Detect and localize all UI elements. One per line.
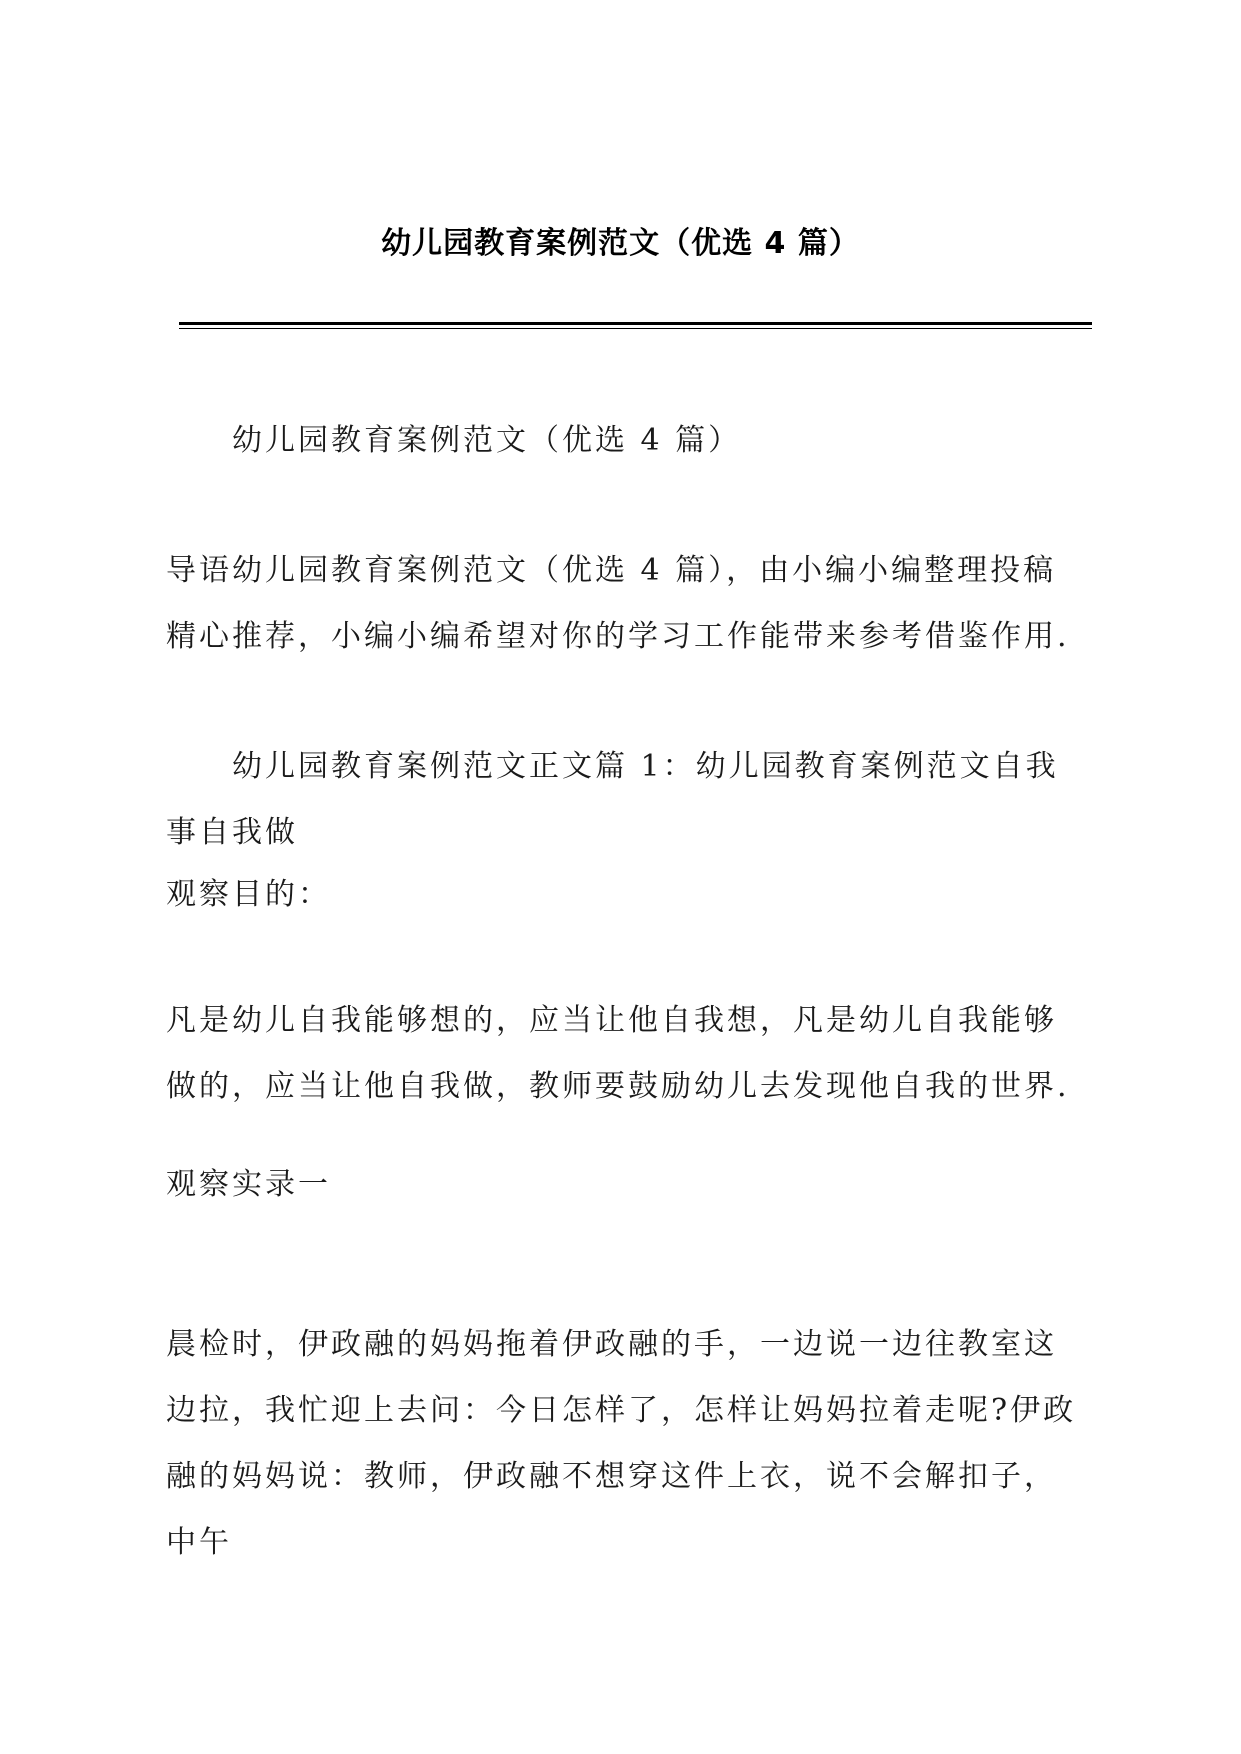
- subtitle-paragraph: 幼儿园教育案例范文（优选 4 篇）: [232, 423, 742, 458]
- intro-paragraph: 导语幼儿园教育案例范文（优选 4 篇），由小编小编整理投稿精心推荐，小编小编希望对你的学习工作能带来参考借鉴作用.: [166, 553, 1070, 654]
- observe-purpose-label: 观察目的：: [166, 877, 331, 912]
- record-paragraph: 晨检时，伊政融的妈妈拖着伊政融的手，一边说一边往教室这边拉，我忙迎上去问：今日怎样了，怎样让妈妈拉着走呢?伊政融的妈妈说：教师，伊政融不想穿这件上衣，说不会解扣子，中午: [166, 1327, 1077, 1560]
- article-heading-paragraph: 幼儿园教育案例范文正文篇 1：幼儿园教育案例范文自我事自我做: [166, 749, 1059, 850]
- document-title: 幼儿园教育案例范文（优选 4 篇）: [381, 226, 860, 261]
- record-label: 观察实录一: [166, 1167, 331, 1202]
- observe-purpose-paragraph: 凡是幼儿自我能够想的，应当让他自我想，凡是幼儿自我能够做的，应当让他自我做，教师要鼓励幼儿去发现他自我的世界.: [166, 1003, 1070, 1104]
